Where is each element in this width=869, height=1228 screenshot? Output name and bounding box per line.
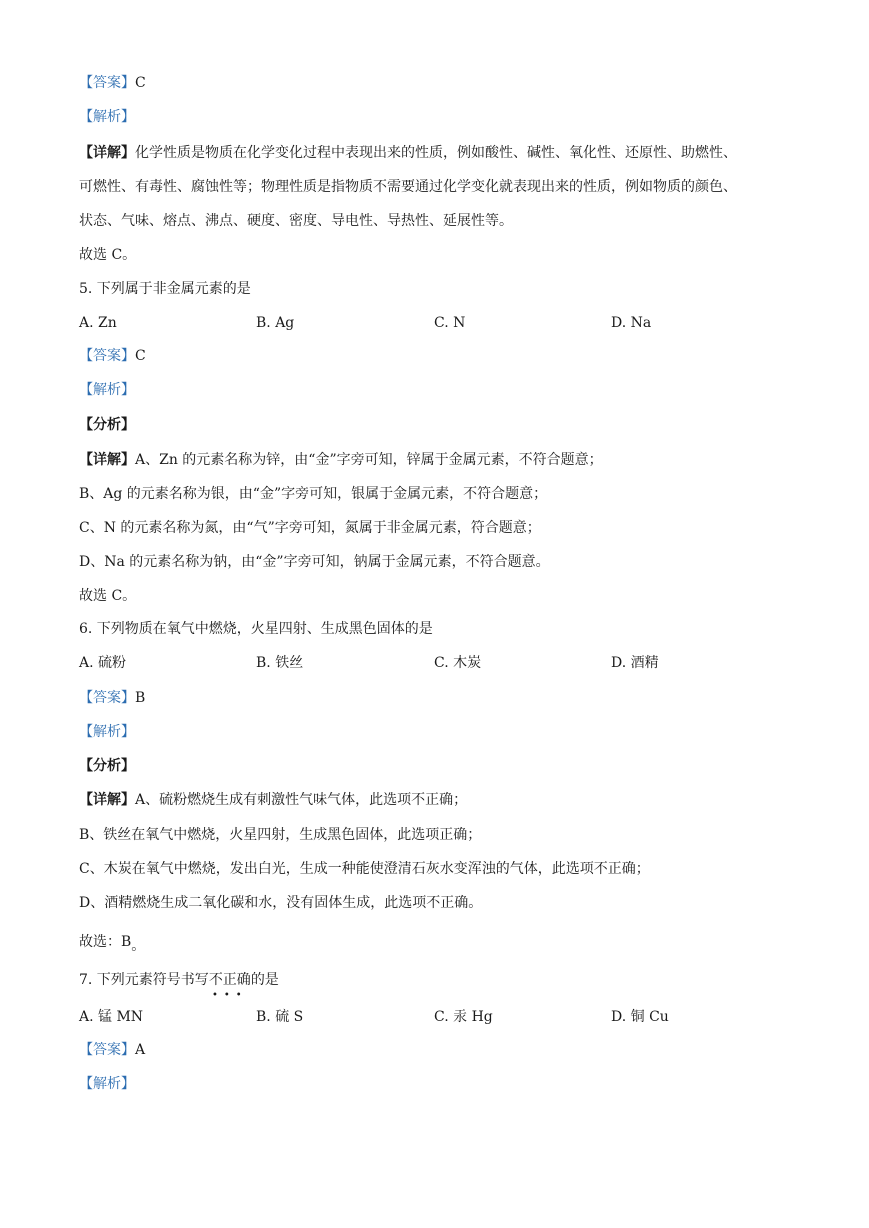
q5-fenxi-tag: 【分析】 <box>79 417 135 433</box>
q7-answer-line <box>79 1040 145 1060</box>
q5-analysis-tag: 【解析】 <box>79 382 135 398</box>
q7-emphasis-wrap <box>208 970 251 1001</box>
answer-tag: 【答案】 <box>79 1042 135 1058</box>
q6-option-b: B. 铁丝 <box>256 655 304 671</box>
q5-option-c: C. N <box>434 315 466 331</box>
answer-tag: 【答案】 <box>79 75 135 91</box>
answer-tag: 【答案】 <box>79 348 135 364</box>
q5-option-b: B. Ag <box>256 315 295 331</box>
q6-option-a: A. 硫粉 <box>79 655 127 671</box>
q7-question-pre: 7. 下列元素符号书写 <box>79 972 209 988</box>
q4-detail-line-1 <box>79 143 737 163</box>
q4-answer-value: C <box>135 75 146 91</box>
q6-question: 6. 下列物质在氧气中燃烧，火星四射、生成黑色固体的是 <box>79 621 433 637</box>
q7-option-a: A. 锰 MN <box>79 1009 144 1025</box>
q4-detail-line-2: 可燃性、有毒性、腐蚀性等；物理性质是指物质不需要通过化学变化就表现出来的性质，例如物质的颜色、 <box>79 179 737 195</box>
q6-option-c: C. 木炭 <box>434 655 482 671</box>
q7-option-d: D. 铜 Cu <box>611 1009 669 1025</box>
q6-analysis-tag: 【解析】 <box>79 724 135 740</box>
q5-option-d: D. Na <box>611 315 652 331</box>
q6-detail-line-b: B、铁丝在氧气中燃烧，火星四射，生成黑色固体，此选项正确； <box>79 827 482 843</box>
q5-detail-line-b: B、Ag 的元素名称为银，由“金”字旁可知，银属于金属元素，不符合题意； <box>79 486 548 502</box>
q6-detail-line-d: D、酒精燃烧生成二氧化碳和水，没有固体生成，此选项不正确。 <box>79 895 483 911</box>
q4-detail-text-1: 化学性质是物质在化学变化过程中表现出来的性质，例如酸性、碱性、氧化性、还原性、助燃性、 <box>135 145 737 161</box>
q6-conclusion-tail: 。 <box>131 938 146 954</box>
q5-question: 5. 下列属于非金属元素的是 <box>79 281 251 297</box>
q7-option-b: B. 硫 S <box>256 1009 304 1025</box>
q6-conclusion-main: 故选：B <box>79 934 132 950</box>
detail-tag: 【详解】 <box>79 792 135 808</box>
q5-detail-line-a <box>79 450 603 470</box>
answer-tag: 【答案】 <box>79 690 135 706</box>
q7-analysis-tag: 【解析】 <box>79 1076 135 1092</box>
q5-conclusion: 故选 C。 <box>79 588 137 604</box>
q6-answer-value: B <box>135 690 146 706</box>
q6-detail-text-a: A、硫粉燃烧生成有刺激性气味气体，此选项不正确； <box>135 792 468 808</box>
q5-detail-line-c: C、N 的元素名称为氮，由“气”字旁可知，氮属于非金属元素，符合题意； <box>79 520 541 536</box>
q7-question <box>79 970 279 1001</box>
q5-answer-value: C <box>135 348 146 364</box>
q7-answer-value: A <box>135 1042 146 1058</box>
q5-detail-text-a: A、Zn 的元素名称为锌，由“金”字旁可知，锌属于金属元素，不符合题意； <box>135 452 603 468</box>
q7-question-post: 的是 <box>250 972 279 988</box>
q6-fenxi-tag: 【分析】 <box>79 758 135 774</box>
q7-question-emphasis: 不正确 <box>208 972 251 988</box>
detail-tag: 【详解】 <box>79 452 135 468</box>
q6-detail-line-c: C、木炭在氧气中燃烧，发出白光，生成一种能使澄清石灰水变浑浊的气体，此选项不正确； <box>79 861 650 877</box>
q5-detail-line-d: D、Na 的元素名称为钠，由“金”字旁可知，钠属于金属元素，不符合题意。 <box>79 554 550 570</box>
q4-analysis-tag: 【解析】 <box>79 109 135 125</box>
q4-conclusion: 故选 C。 <box>79 247 137 263</box>
detail-tag: 【详解】 <box>79 145 135 161</box>
q6-option-d: D. 酒精 <box>611 655 659 671</box>
q6-conclusion <box>79 932 145 952</box>
q5-answer-line <box>79 346 146 366</box>
q6-detail-line-a <box>79 790 467 810</box>
q6-answer-line <box>79 688 145 708</box>
emphasis-dots: ••• <box>211 990 248 1001</box>
q4-answer-line <box>79 73 146 93</box>
q5-option-a: A. Zn <box>79 315 117 331</box>
q7-option-c: C. 汞 Hg <box>434 1009 493 1025</box>
q4-detail-line-3: 状态、气味、熔点、沸点、硬度、密度、导电性、导热性、延展性等。 <box>79 213 513 229</box>
